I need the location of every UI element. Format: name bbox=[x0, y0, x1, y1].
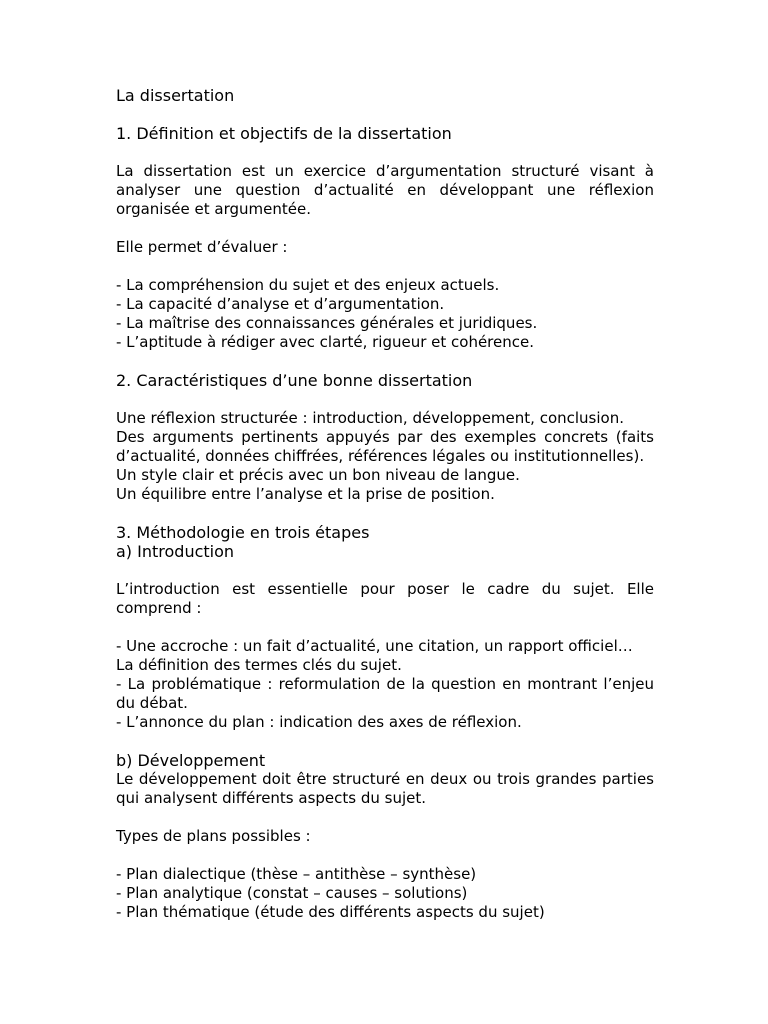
section-2-line: Une réflexion structurée : introduction, développement, conclusion. bbox=[116, 409, 624, 427]
section-3b-intro-line: Types de plans possibles : bbox=[116, 827, 311, 845]
list-item: - L’aptitude à rédiger avec clarté, rigueur et cohérence. bbox=[116, 333, 534, 351]
section-3b-list bbox=[116, 865, 654, 922]
list-item: - La maîtrise des connaissances générales et juridiques. bbox=[116, 314, 538, 332]
list-item: - Plan analytique (constat – causes – solutions) bbox=[116, 884, 468, 902]
section-3b-paragraph: Le développement doit être structuré en deux ou trois grandes parties qui analysent différents aspects du sujet. bbox=[116, 770, 654, 807]
list-item: - Plan dialectique (thèse – antithèse – synthèse) bbox=[116, 865, 477, 883]
list-item: - La compréhension du sujet et des enjeux actuels. bbox=[116, 276, 500, 294]
list-item: - La problématique : reformulation de la question en montrant l’enjeu du débat. bbox=[116, 675, 654, 712]
section-2-line: Un style clair et précis avec un bon niveau de langue. bbox=[116, 466, 520, 484]
list-item: - La capacité d’analyse et d’argumentation. bbox=[116, 295, 445, 313]
section-1-intro-line: Elle permet d’évaluer : bbox=[116, 238, 288, 256]
list-item: La définition des termes clés du sujet. bbox=[116, 656, 402, 674]
section-2-line: Des arguments pertinents appuyés par des exemples concrets (faits d’actualité, données chiffrées, références légales ou institutionnelles). bbox=[116, 428, 654, 465]
section-3a-list bbox=[116, 637, 654, 732]
section-2-line: Un équilibre entre l’analyse et la prise de position. bbox=[116, 485, 495, 503]
document-page bbox=[116, 86, 654, 922]
section-2-heading: 2. Caractéristiques d’une bonne dissertation bbox=[116, 371, 473, 390]
section-3-heading: 3. Méthodologie en trois étapes bbox=[116, 523, 370, 542]
section-3a-paragraph: L’introduction est essentielle pour poser le cadre du sujet. Elle comprend : bbox=[116, 580, 654, 617]
document-title: La dissertation bbox=[116, 86, 235, 105]
list-item: - Plan thématique (étude des différents aspects du sujet) bbox=[116, 903, 545, 921]
list-item: - Une accroche : un fait d’actualité, une citation, un rapport officiel… bbox=[116, 637, 633, 655]
section-3b-heading: b) Développement bbox=[116, 751, 266, 770]
section-1-heading: 1. Définition et objectifs de la dissertation bbox=[116, 124, 452, 143]
section-1-list bbox=[116, 276, 654, 352]
list-item: - L’annonce du plan : indication des axes de réflexion. bbox=[116, 713, 522, 731]
section-3a-heading: a) Introduction bbox=[116, 542, 235, 561]
section-1-paragraph: La dissertation est un exercice d’argumentation structuré visant à analyser une question d’actualité en développant une réflexion organisée et argumentée. bbox=[116, 162, 654, 218]
section-2-lines bbox=[116, 409, 654, 504]
